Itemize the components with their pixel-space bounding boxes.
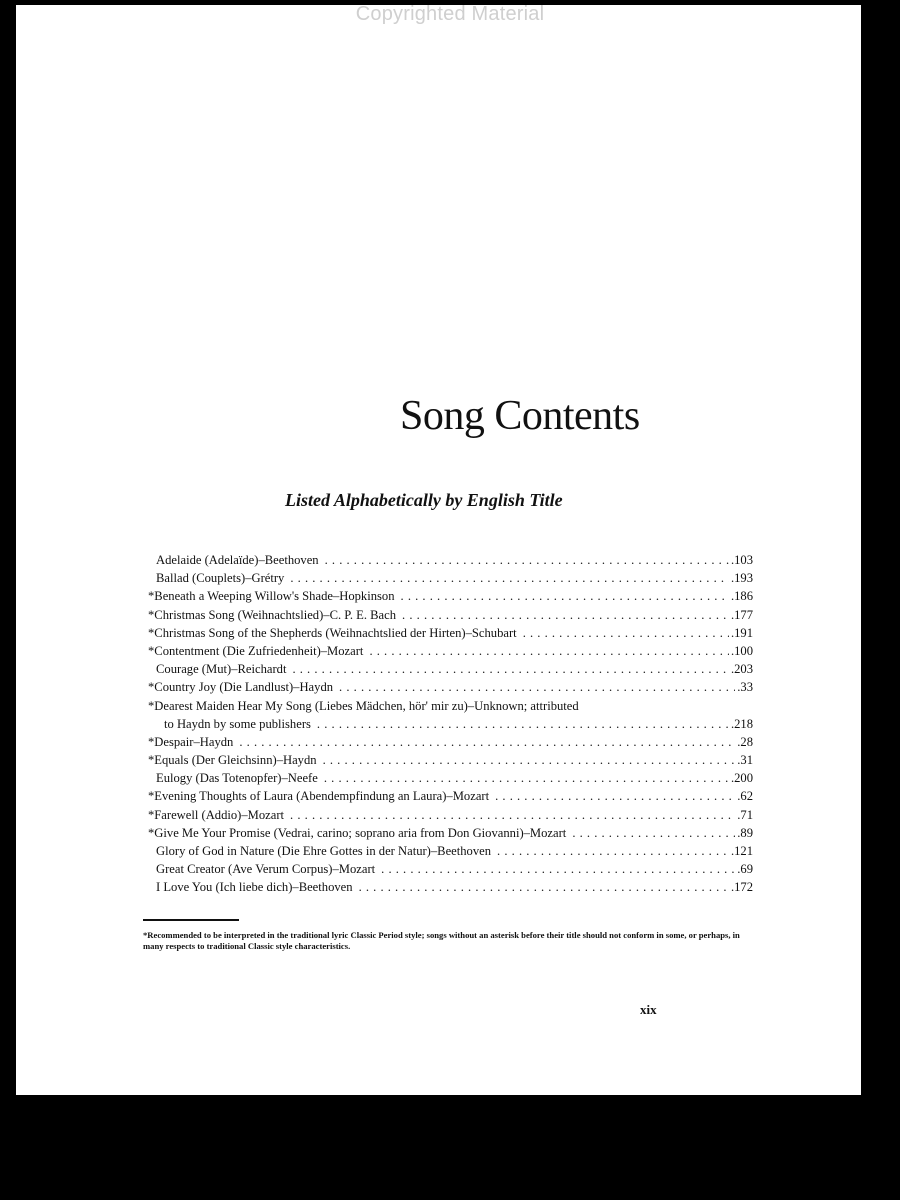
footnote: *Recommended to be interpreted in the traditional lyric Classic Period style; songs without an asterisk before their title should not conform in some, or perhaps, in many respects to traditional Classic style characteristics. [143,930,740,951]
toc-entry [148,771,753,789]
leader-dots [572,826,735,841]
toc-entry-title: *Country Joy (Die Landlust)–Haydn [148,680,334,695]
toc-entry-page: .218 [730,716,753,731]
leader-dots [325,553,729,568]
toc-entry [148,789,753,807]
toc-entry-page: .100 [730,643,753,658]
toc-entry [148,844,753,862]
leader-dots [359,880,729,895]
toc-entry-page: .172 [730,880,753,895]
toc-entry-title: *Christmas Song of the Shepherds (Weihnachtslied der Hirten)–Schubart [148,625,517,640]
leader-dots [290,808,735,823]
toc-entry-page: .103 [730,553,753,567]
toc-entry-title: *Dearest Maiden Hear My Song (Liebes Mädchen, hör' mir zu)–Unknown; attributed [148,698,579,713]
leader-dots [497,844,729,859]
toc-entry [148,753,753,771]
toc-entry [148,735,753,753]
leader-dots [239,735,735,750]
toc-entry [148,626,753,644]
toc-entry-title: *Beneath a Weeping Willow's Shade–Hopkinson [148,589,395,604]
leader-dots [381,862,735,877]
toc-entry-page: .28 [737,734,753,749]
toc-entry-page: .31 [737,753,753,768]
toc-entry-page: .89 [737,825,753,840]
toc-entry-page: .200 [730,771,753,786]
leader-dots [292,662,729,677]
toc-entry-title: Glory of God in Nature (Die Ehre Gottes in der Natur)–Beethoven [156,844,492,858]
toc-entry-page: .191 [730,625,753,640]
toc-entry-page: .186 [730,589,753,604]
toc-entry-page: .177 [730,607,753,622]
copyright-watermark: Copyrighted Material [355,3,545,25]
toc-entry [148,680,753,698]
leader-dots [290,571,729,586]
toc-entry-title: Great Creator (Ave Verum Corpus)–Mozart [156,862,376,877]
toc-entry-page: .33 [737,680,753,695]
toc-entry [148,826,753,844]
toc-entry [148,862,753,880]
page-subtitle: Listed Alphabetically by English Title [285,490,563,510]
toc-entry [148,662,753,680]
toc-entry-page: .121 [730,844,753,858]
toc-entry [148,699,753,717]
leader-dots [523,626,729,641]
toc-entry-title: I Love You (Ich liebe dich)–Beethoven [156,880,353,895]
toc-entry [148,589,753,607]
toc-entry-page: .71 [737,807,753,822]
toc-entry-title: *Despair–Haydn [148,734,234,749]
toc-entry-title: *Christmas Song (Weihnachtslied)–C. P. E. Bach [148,607,397,622]
toc-entry [148,808,753,826]
toc-entry-title: Courage (Mut)–Reichardt [156,662,287,677]
leader-dots [339,680,735,695]
toc-entry [148,717,753,735]
toc-entry-title: *Give Me Your Promise (Vedrai, carino; soprano aria from Don Giovanni)–Mozart [148,825,567,840]
page-number: xix [640,1002,657,1017]
toc-entry-page: .62 [737,789,753,804]
page-title: Song Contents [400,393,640,439]
toc-entry-title: Eulogy (Das Totenopfer)–Neefe [156,771,318,786]
song-contents-list [148,553,753,899]
leader-dots [369,644,729,659]
toc-entry-title: *Equals (Der Gleichsinn)–Haydn [148,753,317,768]
footnote-rule [143,919,239,921]
toc-entry-page: .203 [730,662,753,677]
toc-entry-title: *Contentment (Die Zufriedenheit)–Mozart [148,643,364,658]
leader-dots [495,789,735,804]
leader-dots [402,608,729,623]
toc-entry [148,553,753,571]
toc-entry-title: Adelaide (Adelaïde)–Beethoven [156,553,319,567]
toc-entry [148,571,753,589]
leader-dots [323,753,736,768]
toc-entry-title: *Farewell (Addio)–Mozart [148,807,285,822]
leader-dots [317,717,729,732]
toc-entry-title: to Haydn by some publishers [164,716,311,731]
leader-dots [324,771,729,786]
toc-entry [148,880,753,898]
toc-entry-page: .69 [737,862,753,877]
toc-entry-page: .193 [730,571,753,586]
toc-entry-title: Ballad (Couplets)–Grétry [156,571,285,586]
leader-dots [401,589,729,604]
toc-entry [148,644,753,662]
toc-entry-title: *Evening Thoughts of Laura (Abendempfindung an Laura)–Mozart [148,789,490,804]
toc-entry [148,608,753,626]
